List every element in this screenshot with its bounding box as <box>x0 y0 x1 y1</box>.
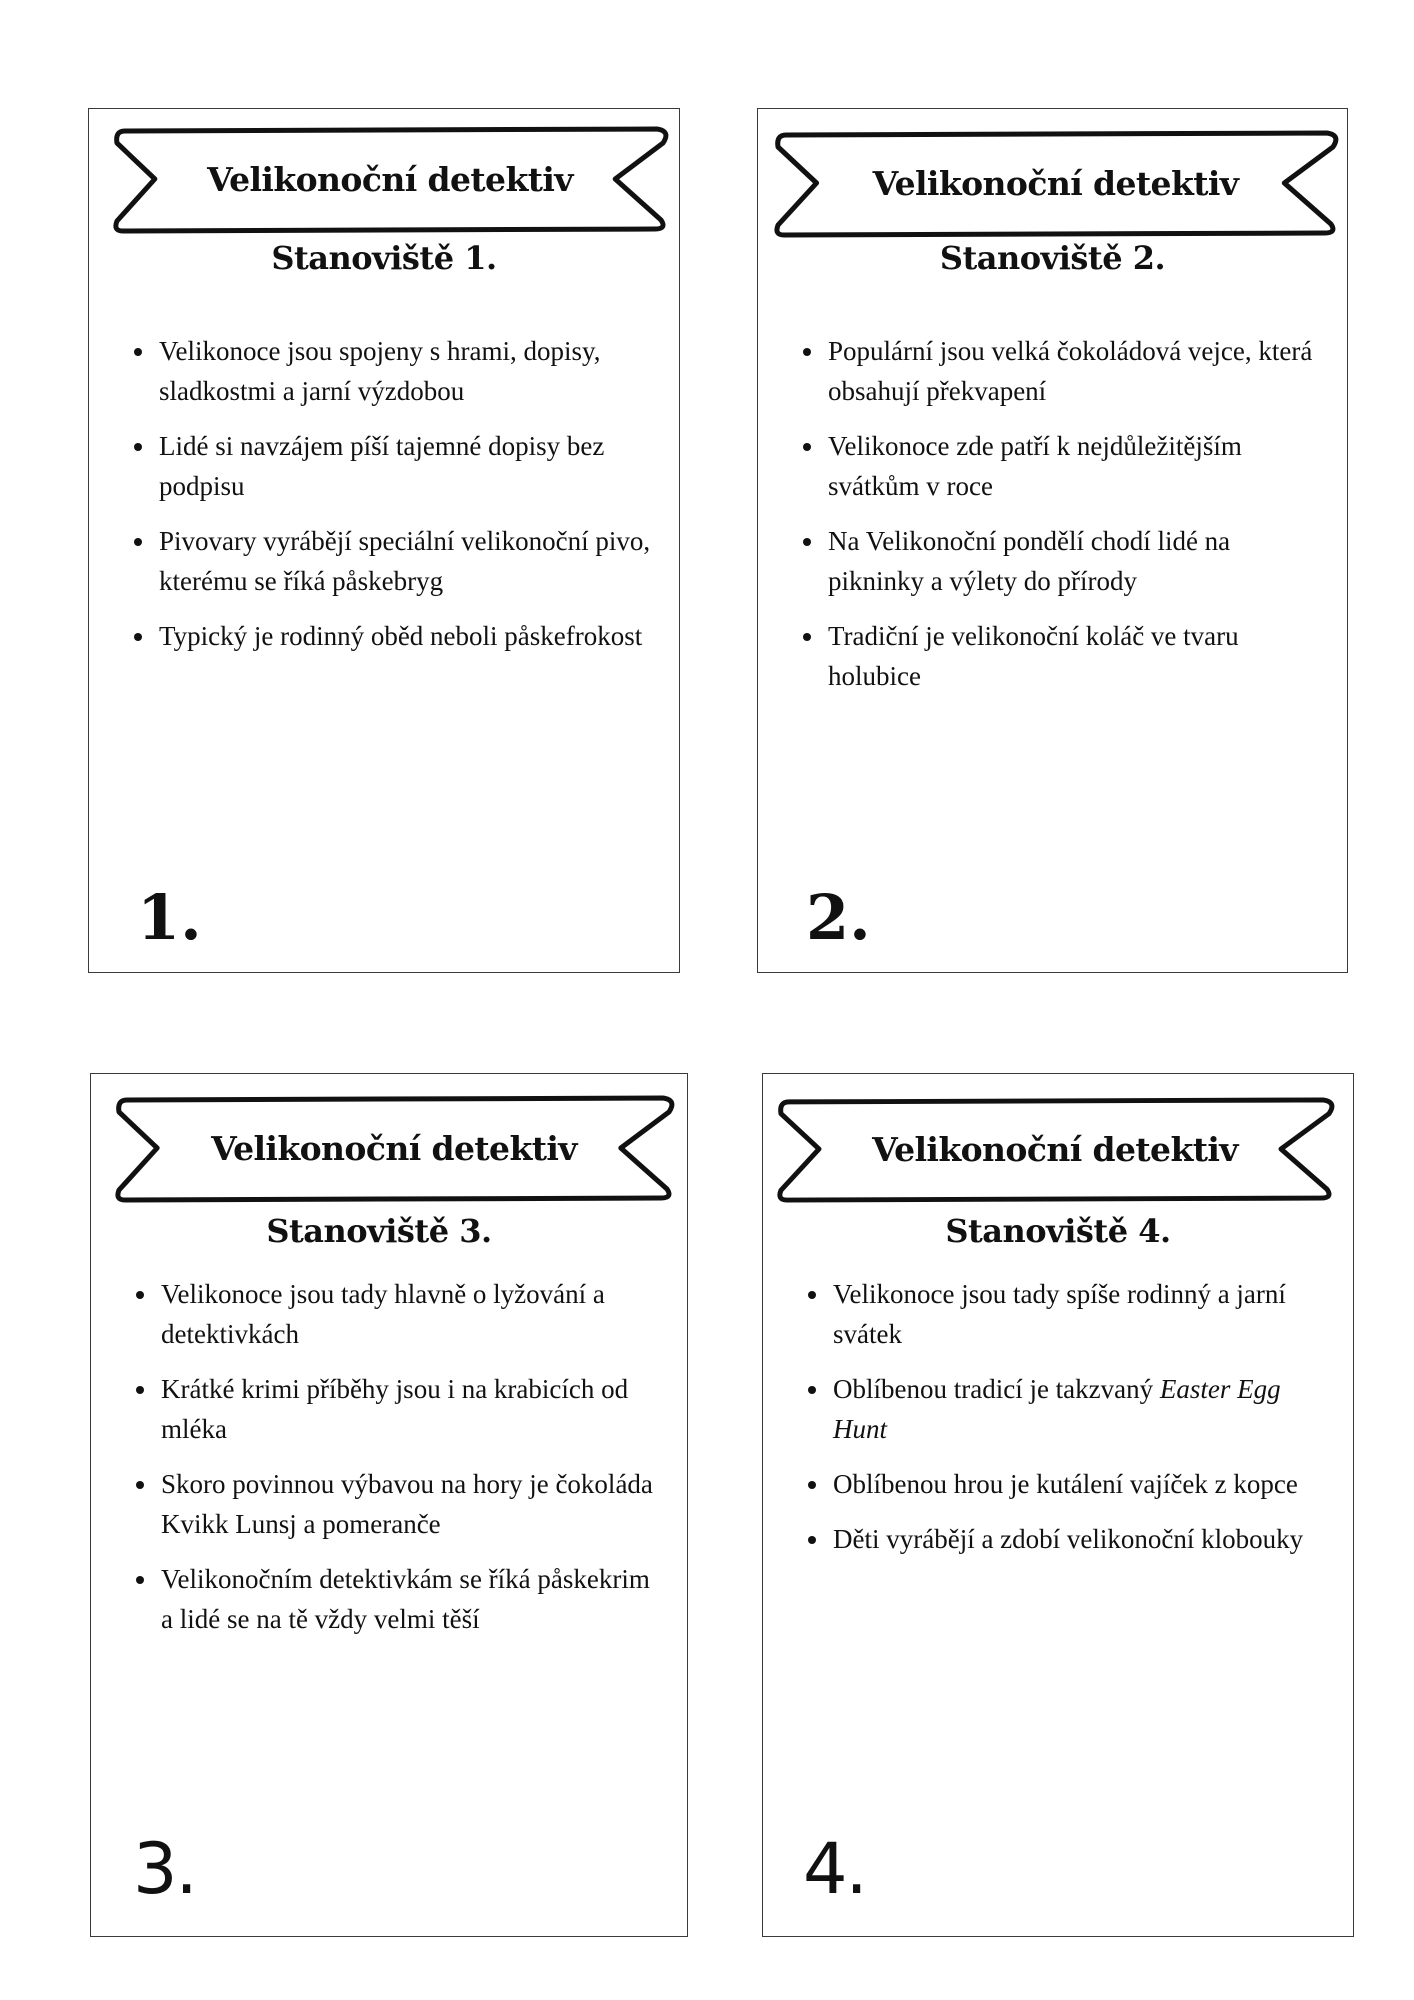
station-number: 2. <box>806 881 871 954</box>
title-banner <box>772 129 1339 237</box>
station-number: 3. <box>133 1828 196 1910</box>
bullet-dot-icon <box>136 1481 144 1489</box>
facts-list <box>803 331 1327 711</box>
fact-item: Velikonočním detektivkám se říká påskekrim a lidé se na tě vždy velmi těší <box>136 1559 667 1639</box>
bullet-dot-icon <box>808 1386 816 1394</box>
fact-item: Velikonoce jsou tady hlavně o lyžování a detektivkách <box>136 1274 667 1354</box>
fact-item: Krátké krimi příběhy jsou i na krabicích od mléka <box>136 1369 667 1449</box>
bullet-dot-icon <box>134 348 142 356</box>
fact-item: Populární jsou velká čokoládová vejce, která obsahují překvapení <box>803 331 1327 411</box>
station-card-1 <box>88 108 680 973</box>
bullet-dot-icon <box>136 1291 144 1299</box>
title-banner <box>775 1096 1335 1202</box>
bullet-dot-icon <box>808 1291 816 1299</box>
title-banner <box>111 125 669 233</box>
fact-item: Oblíbenou hrou je kutálení vajíček z kopce <box>808 1464 1333 1504</box>
station-card-4 <box>762 1073 1354 1937</box>
station-heading: Stanoviště 4. <box>945 1212 1171 1250</box>
station-heading: Stanoviště 1. <box>271 239 497 277</box>
fact-item: Velikonoce zde patří k nejdůležitějším svátkům v roce <box>803 426 1327 506</box>
bullet-dot-icon <box>136 1576 144 1584</box>
fact-item: Velikonoce jsou tady spíše rodinný a jarní svátek <box>808 1274 1333 1354</box>
bullet-dot-icon <box>803 443 811 451</box>
station-card-3 <box>90 1073 688 1937</box>
banner-title: Velikonoční detektiv <box>872 1129 1238 1169</box>
banner-title: Velikonoční detektiv <box>207 159 573 199</box>
fact-item: Skoro povinnou výbavou na hory je čokoláda Kvikk Lunsj a pomeranče <box>136 1464 667 1544</box>
bullet-dot-icon <box>808 1481 816 1489</box>
bullet-dot-icon <box>134 538 142 546</box>
banner-title: Velikonoční detektiv <box>211 1128 577 1168</box>
banner-title: Velikonoční detektiv <box>872 163 1239 203</box>
bullet-dot-icon <box>134 633 142 641</box>
station-number: 4. <box>803 1828 866 1910</box>
bullet-dot-icon <box>803 538 811 546</box>
bullet-dot-icon <box>134 443 142 451</box>
fact-item: Oblíbenou tradicí je takzvaný Easter Egg Hunt <box>808 1369 1333 1449</box>
station-card-2 <box>757 108 1348 973</box>
bullet-dot-icon <box>136 1386 144 1394</box>
title-banner <box>113 1094 675 1202</box>
fact-item: Typický je rodinný oběd neboli påskefrokost <box>134 616 659 656</box>
italic-term: Easter Egg Hunt <box>833 1374 1281 1444</box>
fact-item: Velikonoce jsou spojeny s hrami, dopisy, sladkostmi a jarní výzdobou <box>134 331 659 411</box>
facts-list <box>808 1274 1333 1574</box>
bullet-dot-icon <box>803 348 811 356</box>
station-heading: Stanoviště 3. <box>266 1212 492 1250</box>
bullet-dot-icon <box>808 1536 816 1544</box>
fact-item: Lidé si navzájem píší tajemné dopisy bez podpisu <box>134 426 659 506</box>
fact-item: Pivovary vyrábějí speciální velikonoční pivo, kterému se říká påskebryg <box>134 521 659 601</box>
bullet-dot-icon <box>803 633 811 641</box>
fact-item: Děti vyrábějí a zdobí velikonoční klobouky <box>808 1519 1333 1559</box>
station-heading: Stanoviště 2. <box>939 239 1166 277</box>
facts-list <box>134 331 659 671</box>
fact-item: Tradiční je velikonoční koláč ve tvaru holubice <box>803 616 1327 696</box>
station-number: 1. <box>137 881 202 954</box>
fact-item: Na Velikonoční pondělí chodí lidé na pikninky a výlety do přírody <box>803 521 1327 601</box>
facts-list <box>136 1274 667 1654</box>
